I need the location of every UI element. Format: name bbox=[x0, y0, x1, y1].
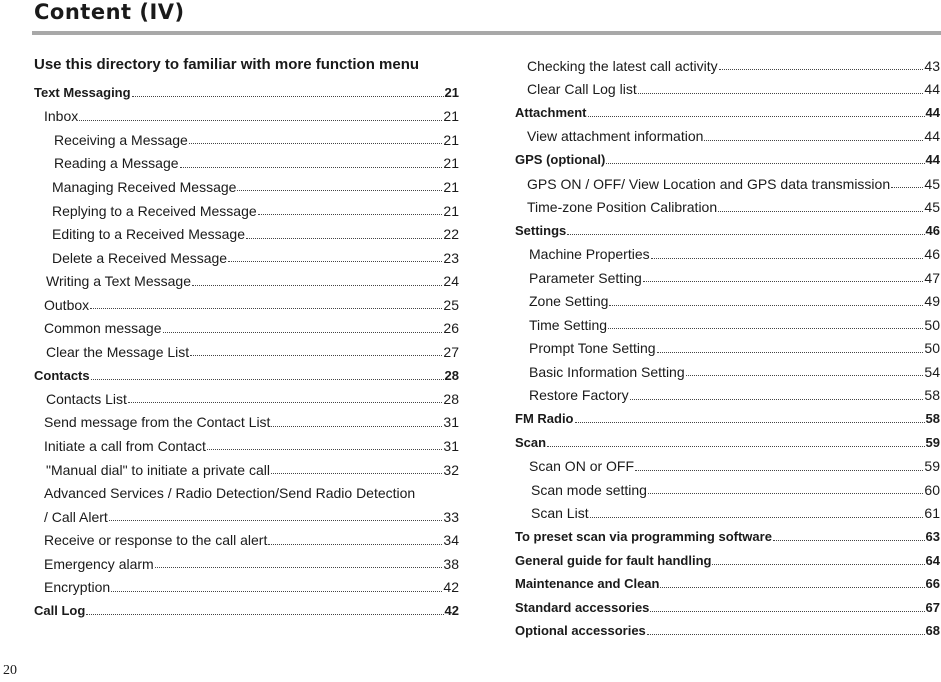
toc-entry-title: Receiving a Message bbox=[54, 131, 188, 148]
toc-entry-title: Text Messaging bbox=[34, 85, 131, 101]
toc-entry-title: Advanced Services / Radio Detection/Send Radio Detection bbox=[44, 485, 416, 502]
toc-entry-title: Editing to a Received Message bbox=[52, 226, 245, 243]
toc-entry-title: Writing a Text Message bbox=[46, 273, 191, 290]
toc-entry-page: 21 bbox=[443, 108, 459, 125]
toc-entry-page: 32 bbox=[443, 461, 459, 478]
toc-entry bbox=[34, 505, 459, 529]
dot-leader bbox=[207, 449, 443, 450]
toc-entry-page: 28 bbox=[443, 390, 459, 407]
dot-leader bbox=[643, 281, 924, 282]
toc-entry-page: 50 bbox=[924, 316, 940, 333]
toc-entry bbox=[515, 195, 940, 219]
dot-leader bbox=[638, 93, 924, 94]
toc-entry-title: View attachment information bbox=[527, 128, 704, 145]
toc-entry-title: Outbox bbox=[44, 296, 90, 313]
toc-entry bbox=[515, 478, 940, 502]
dot-leader bbox=[258, 214, 443, 215]
toc-entry-page: 34 bbox=[443, 532, 459, 549]
toc-entry-page: 58 bbox=[925, 411, 940, 427]
toc-entry-page: 63 bbox=[925, 529, 940, 545]
toc-entry-page: 50 bbox=[924, 340, 940, 357]
dot-leader bbox=[630, 399, 924, 400]
toc-entry bbox=[34, 528, 459, 552]
toc-entry-title: Initiate a call from Contact bbox=[44, 437, 206, 454]
toc-right-column bbox=[515, 54, 940, 643]
toc-entry bbox=[515, 148, 940, 172]
toc-entry-page: 21 bbox=[444, 85, 459, 101]
dot-leader bbox=[91, 379, 444, 380]
toc-entry bbox=[515, 125, 940, 149]
toc-entry bbox=[34, 434, 459, 458]
dot-leader bbox=[79, 120, 442, 121]
dot-leader bbox=[111, 591, 442, 592]
toc-entry bbox=[515, 407, 940, 431]
toc-entry-page: 66 bbox=[925, 576, 940, 592]
toc-entry bbox=[515, 78, 940, 102]
toc-entry-title: Optional accessories bbox=[515, 623, 646, 639]
toc-entry-page: 54 bbox=[924, 363, 940, 380]
toc-entry-page: 22 bbox=[443, 226, 459, 243]
toc-entry-page: 49 bbox=[924, 293, 940, 310]
dot-leader bbox=[180, 167, 443, 168]
toc-entry-title: To preset scan via programming software bbox=[515, 529, 772, 545]
dot-leader bbox=[567, 234, 924, 235]
dot-leader bbox=[271, 426, 442, 427]
toc-entry-page: 60 bbox=[924, 481, 940, 498]
toc-entry bbox=[34, 316, 459, 340]
toc-entry bbox=[515, 619, 940, 643]
toc-entry-title: Time-zone Position Calibration bbox=[527, 199, 718, 216]
toc-entry-page: 42 bbox=[444, 603, 459, 619]
toc-entry-title: GPS (optional) bbox=[515, 152, 606, 168]
toc-entry-title: FM Radio bbox=[515, 411, 574, 427]
dot-leader bbox=[660, 587, 924, 588]
toc-entry bbox=[515, 266, 940, 290]
dot-leader bbox=[132, 96, 444, 97]
toc-entry bbox=[515, 384, 940, 408]
toc-entry-title: Scan List bbox=[531, 505, 589, 522]
dot-leader bbox=[575, 422, 925, 423]
dot-leader bbox=[86, 614, 443, 615]
toc-entry bbox=[515, 548, 940, 572]
toc-entry-title: Zone Setting bbox=[529, 293, 609, 310]
dot-leader bbox=[109, 520, 443, 521]
toc-entry-page: 44 bbox=[925, 105, 940, 121]
toc-entry-page: 44 bbox=[925, 152, 940, 168]
toc-entry bbox=[34, 575, 459, 599]
toc-entry bbox=[34, 552, 459, 576]
toc-entry-title: Reading a Message bbox=[54, 155, 179, 172]
toc-entry-page: 67 bbox=[925, 599, 940, 615]
toc-entry-page: 24 bbox=[443, 273, 459, 290]
toc-entry-page: 38 bbox=[443, 555, 459, 572]
toc-entry bbox=[515, 54, 940, 78]
toc-entry-page: 43 bbox=[924, 57, 940, 74]
title-divider bbox=[32, 31, 941, 35]
dot-leader bbox=[651, 258, 924, 259]
toc-entry bbox=[34, 152, 459, 176]
toc-entry-title: Inbox bbox=[44, 108, 79, 125]
dot-leader bbox=[547, 446, 924, 447]
toc-entry-title: Machine Properties bbox=[529, 246, 650, 263]
dot-leader bbox=[773, 540, 925, 541]
toc-entry bbox=[34, 387, 459, 411]
toc-entry-title: Replying to a Received Message bbox=[52, 202, 257, 219]
toc-entry bbox=[34, 222, 459, 246]
toc-entry-page: 68 bbox=[925, 623, 940, 639]
dot-leader bbox=[155, 567, 443, 568]
dot-leader bbox=[588, 116, 925, 117]
toc-entry-page: 31 bbox=[443, 437, 459, 454]
toc-entry bbox=[34, 293, 459, 317]
dot-leader bbox=[657, 352, 924, 353]
toc-entry-page: 21 bbox=[443, 131, 459, 148]
toc-entry-page: 26 bbox=[443, 320, 459, 337]
toc-entry-page: 33 bbox=[443, 508, 459, 525]
toc-entry-title: Scan mode setting bbox=[531, 481, 647, 498]
page-title: Content (IV) bbox=[34, 0, 185, 24]
toc-entry-page: 46 bbox=[924, 246, 940, 263]
toc-left-column bbox=[34, 81, 459, 623]
toc-entry-title: / Call Alert bbox=[44, 508, 108, 525]
toc-entry-title: Settings bbox=[515, 223, 567, 239]
page-number: 20 bbox=[3, 663, 17, 678]
dot-leader bbox=[712, 564, 924, 565]
toc-entry-title: Contacts List bbox=[46, 390, 127, 407]
toc-entry bbox=[34, 458, 459, 482]
dot-leader bbox=[650, 611, 924, 612]
toc-entry bbox=[515, 337, 940, 361]
dot-leader bbox=[237, 190, 442, 191]
dot-leader bbox=[192, 285, 442, 286]
dot-leader bbox=[647, 634, 925, 635]
toc-entry bbox=[515, 431, 940, 455]
toc-entry bbox=[515, 219, 940, 243]
toc-entry-title: Managing Received Message bbox=[52, 178, 237, 195]
dot-leader bbox=[128, 402, 442, 403]
toc-entry-title: Delete a Received Message bbox=[52, 249, 228, 266]
toc-entry bbox=[34, 105, 459, 129]
toc-entry-page: 31 bbox=[443, 414, 459, 431]
toc-entry-title: GPS ON / OFF/ View Location and GPS data transmission bbox=[527, 175, 891, 192]
toc-entry bbox=[515, 101, 940, 125]
dot-leader bbox=[635, 470, 923, 471]
toc-entry bbox=[34, 599, 459, 623]
dot-leader bbox=[190, 355, 442, 356]
dot-leader bbox=[228, 261, 442, 262]
toc-entry bbox=[34, 81, 459, 105]
toc-entry bbox=[515, 360, 940, 384]
toc-entry-title: Time Setting bbox=[529, 316, 608, 333]
dot-leader bbox=[648, 493, 923, 494]
toc-entry-title: Scan bbox=[515, 435, 547, 451]
dot-leader bbox=[163, 332, 443, 333]
toc-entry-page: 21 bbox=[443, 178, 459, 195]
toc-entry-page: 45 bbox=[924, 175, 940, 192]
toc-entry-page: 59 bbox=[925, 435, 940, 451]
toc-entry bbox=[34, 246, 459, 270]
toc-entry-page: 64 bbox=[925, 552, 940, 568]
toc-entry-page: 45 bbox=[924, 199, 940, 216]
dot-leader bbox=[90, 308, 442, 309]
dot-leader bbox=[606, 163, 924, 164]
toc-entry-title: Common message bbox=[44, 320, 162, 337]
dot-leader bbox=[891, 187, 923, 188]
dot-leader bbox=[268, 544, 442, 545]
toc-entry bbox=[34, 411, 459, 435]
toc-entry-page: 46 bbox=[925, 223, 940, 239]
toc-entry-page: 44 bbox=[924, 81, 940, 98]
toc-entry bbox=[515, 501, 940, 525]
toc-entry bbox=[515, 596, 940, 620]
toc-entry bbox=[515, 572, 940, 596]
toc-entry bbox=[515, 172, 940, 196]
toc-entry-page: 28 bbox=[444, 367, 459, 383]
toc-subtitle: Use this directory to familiar with more function menu bbox=[34, 56, 420, 73]
toc-entry-title: Maintenance and Clean bbox=[515, 576, 660, 592]
dot-leader bbox=[590, 517, 924, 518]
dot-leader bbox=[609, 305, 923, 306]
toc-entry bbox=[34, 175, 459, 199]
toc-entry-page: 25 bbox=[443, 296, 459, 313]
toc-entry-title: Call Log bbox=[34, 603, 86, 619]
toc-entry-page: 23 bbox=[443, 249, 459, 266]
dot-leader bbox=[246, 238, 442, 239]
dot-leader bbox=[686, 375, 924, 376]
toc-entry-title: Receive or response to the call alert bbox=[44, 532, 268, 549]
toc-entry bbox=[34, 364, 459, 388]
toc-entry bbox=[34, 269, 459, 293]
dot-leader bbox=[719, 69, 924, 70]
toc-entry-title: Contacts bbox=[34, 367, 90, 383]
toc-entry-title: Basic Information Setting bbox=[529, 363, 685, 380]
dot-leader bbox=[704, 140, 923, 141]
toc-entry bbox=[34, 128, 459, 152]
toc-entry-title: Prompt Tone Setting bbox=[529, 340, 656, 357]
dot-leader bbox=[718, 211, 923, 212]
toc-entry-page: 21 bbox=[443, 155, 459, 172]
toc-entry-title: Restore Factory bbox=[529, 387, 629, 404]
dot-leader bbox=[271, 473, 442, 474]
toc-entry bbox=[515, 313, 940, 337]
toc-entry-title: Checking the latest call activity bbox=[527, 57, 718, 74]
toc-entry-page: 42 bbox=[443, 579, 459, 596]
toc-entry-page: 59 bbox=[924, 458, 940, 475]
toc-entry bbox=[515, 242, 940, 266]
toc-entry-title: Clear the Message List bbox=[46, 343, 190, 360]
toc-entry-page: 27 bbox=[443, 343, 459, 360]
toc-entry-page: 61 bbox=[924, 505, 940, 522]
toc-entry-title: Standard accessories bbox=[515, 599, 650, 615]
toc-entry bbox=[515, 525, 940, 549]
toc-entry bbox=[34, 340, 459, 364]
toc-entry-title: Send message from the Contact List bbox=[44, 414, 271, 431]
toc-entry-title: General guide for fault handling bbox=[515, 552, 712, 568]
toc-entry bbox=[34, 199, 459, 223]
toc-entry-page: 58 bbox=[924, 387, 940, 404]
toc-entry-page: 47 bbox=[924, 269, 940, 286]
toc-entry-title: Parameter Setting bbox=[529, 269, 642, 286]
dot-leader bbox=[608, 328, 923, 329]
toc-entry-title: Clear Call Log list bbox=[527, 81, 637, 98]
toc-entry bbox=[34, 481, 459, 505]
toc-entry-page: 44 bbox=[924, 128, 940, 145]
toc-entry bbox=[515, 454, 940, 478]
toc-entry-page: 21 bbox=[443, 202, 459, 219]
toc-entry bbox=[515, 289, 940, 313]
toc-entry-title: Attachment bbox=[515, 105, 587, 121]
toc-entry-title: "Manual dial" to initiate a private call bbox=[46, 461, 270, 478]
dot-leader bbox=[189, 143, 443, 144]
toc-entry-title: Encryption bbox=[44, 579, 111, 596]
toc-entry-title: Scan ON or OFF bbox=[529, 458, 635, 475]
toc-entry-title: Emergency alarm bbox=[44, 555, 154, 572]
